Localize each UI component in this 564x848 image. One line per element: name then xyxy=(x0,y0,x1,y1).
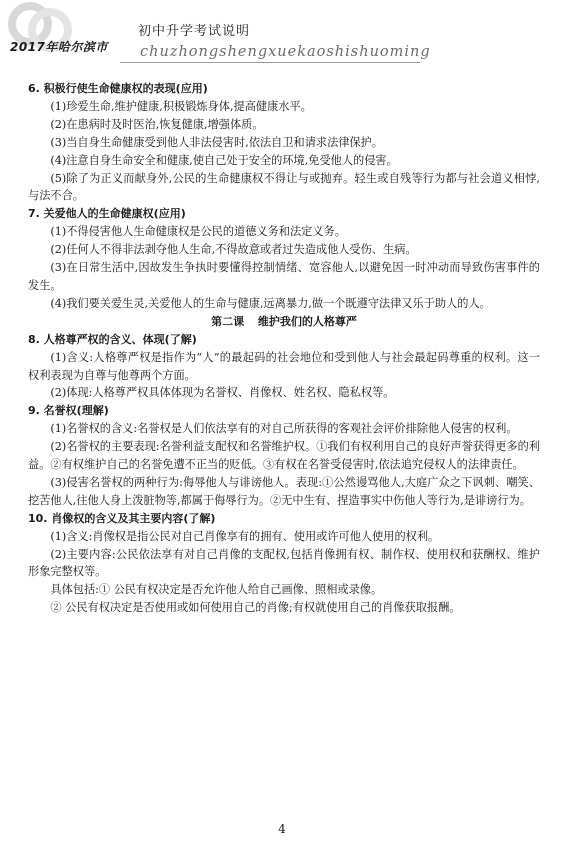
header-divider xyxy=(120,62,420,63)
paragraph: (2)主要内容:公民依法享有对自己肖像的支配权,包括肖像拥有权、制作权、使用权和获酬权、维护形象完整权等。 xyxy=(28,547,540,579)
header-title: 初中升学考试说明 xyxy=(138,24,251,39)
document-body xyxy=(28,80,540,617)
section-heading: 8. 人格尊严权的含义、体现(了解) xyxy=(28,332,197,346)
header-pinyin: chuzhongshengxuekaoshishuoming xyxy=(140,44,431,60)
paragraph: (5)除了为正义而献身外,公民的生命健康权不得让与或抛弃。轻生或自残等行为都与社会道义相悖,与法不合。 xyxy=(28,171,540,203)
paragraph: (1)含义:肖像权是指公民对自己肖像享有的拥有、使用或许可他人使用的权利。 xyxy=(50,529,440,543)
paragraph: 具体包括:① 公民有权决定是否允许他人给自己画像、照相或录像。 xyxy=(50,583,383,597)
paragraph: (1)不得侵害他人生命健康权是公民的道德义务和法定义务。 xyxy=(50,225,346,239)
page-number: 4 xyxy=(278,822,286,836)
paragraph: (3)当自身生命健康受到他人非法侵害时,依法自卫和请求法律保护。 xyxy=(50,135,384,149)
section-heading: 6. 积极行使生命健康权的表现(应用) xyxy=(28,82,208,95)
paragraph: (1)珍爱生命,维护健康,积极锻炼身体,提高健康水平。 xyxy=(50,99,312,113)
paragraph: (2)名誉权的主要表现:名誉利益支配权和名誉维护权。①我们有权利用自己的良好声誉获得更多的利益。②有权维护自己的名誉免遭不正当的贬低。③有权在名誉受侵害时,依法追究侵权人的法律责任。 xyxy=(28,440,540,472)
paragraph: (4)注意自身生命安全和健康,使自己处于安全的环境,免受他人的侵害。 xyxy=(50,153,398,167)
paragraph: (2)体现:人格尊严权具体体现为名誉权、肖像权、姓名权、隐私权等。 xyxy=(50,386,395,400)
paragraph: (3)在日常生活中,因故发生争执时要懂得控制情绪、宽容他人,以避免因一时冲动而导致伤害事件的发生。 xyxy=(28,261,540,292)
paragraph: ② 公民有权决定是否使用或如何使用自己的肖像;有权就使用自己的肖像获取报酬。 xyxy=(50,601,461,615)
section-heading: 7. 关爱他人的生命健康权(应用) xyxy=(28,207,186,221)
year-city-label: 2017年哈尔滨市 xyxy=(10,40,108,54)
section-heading: 9. 名誉权(理解) xyxy=(28,404,109,418)
paragraph: (4)我们要关爱生灵,关爱他人的生命与健康,远离暴力,做一个既遵守法律又乐于助人的人。 xyxy=(50,296,491,310)
page-header xyxy=(0,0,564,78)
paragraph: (1)含义:人格尊严权是指作为“人”的最起码的社会地位和受到他人与社会最起码尊重的权利。这一权利表现为自尊与他尊两个方面。 xyxy=(28,350,540,382)
lesson-title: 第二课 维护我们的人格尊严 xyxy=(211,314,357,328)
paragraph: (2)任何人不得非法剥夺他人生命,不得故意或者过失造成他人受伤、生病。 xyxy=(50,243,417,257)
paragraph: (1)名誉权的含义:名誉权是人们依法享有的对自己所获得的客观社会评价排除他人侵害的权利。 xyxy=(50,422,518,436)
paragraph: (3)侵害名誉权的两种行为:侮辱他人与诽谤他人。表现:①公然谩骂他人,大庭广众之下讽刺、嘲笑、挖苦他人,往他人身上泼脏物等,都属于侮辱行为。②无中生有、捏造事实中伤他人等行为,是诽谤行为。 xyxy=(28,475,540,507)
paragraph: (2)在患病时及时医治,恢复健康,增强体质。 xyxy=(50,117,264,131)
section-heading: 10. 肖像权的含义及其主要内容(了解) xyxy=(28,511,216,525)
